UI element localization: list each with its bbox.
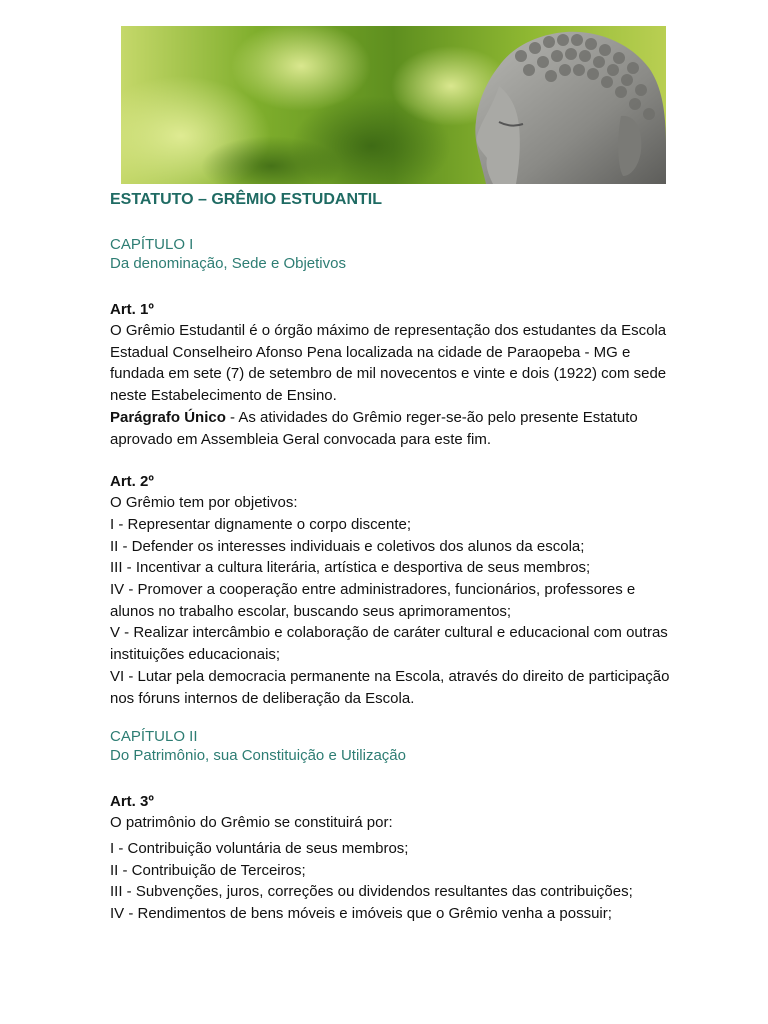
art-3-item: III - Subvenções, juros, correções ou dividendos resultantes das contribuições; <box>110 883 633 901</box>
chapter-1-subtitle: Da denominação, Sede e Objetivos <box>110 255 346 272</box>
document-title: ESTATUTO – GRÊMIO ESTUDANTIL <box>110 191 383 208</box>
art-2-item: II - Defender os interesses individuais e coletivos dos alunos da escola; <box>110 537 585 555</box>
art-2-item: III - Incentivar a cultura literária, artística e desportiva de seus membros; <box>110 559 591 577</box>
buddha-statue-image <box>121 26 666 184</box>
document-body <box>110 190 670 925</box>
art-2-item: IV - Promover a cooperação entre administradores, funcionários, professores e alunos no trabalho escolar, buscando seus aprimoramentos; <box>110 581 636 620</box>
art-2-heading: Art. 2º <box>110 473 154 491</box>
art-1-heading: Art. 1º <box>110 301 154 318</box>
chapter-2-subtitle: Do Patrimônio, sua Constituição e Utilização <box>110 747 406 765</box>
art-3-heading: Art. 3º <box>110 793 154 811</box>
paragraph-text: - As atividades do Grêmio reger-se-ão pelo presente Estatuto aprovado em Assembleia Geral convocada para este fim. <box>110 408 638 448</box>
art-2-item: I - Representar dignamente o corpo discente; <box>110 515 412 533</box>
art-3-item: II - Contribuição de Terceiros; <box>110 861 306 879</box>
art-2-item: V - Realizar intercâmbio e colaboração de caráter cultural e educacional com outras instituições educacionais; <box>110 624 668 664</box>
banner-image <box>121 26 666 184</box>
art-3-intro: O patrimônio do Grêmio se constituirá por: <box>110 814 393 832</box>
chapter-2-number: CAPÍTULO II <box>110 728 198 746</box>
art-1-paragraph <box>110 407 670 450</box>
chapter-1-number: CAPÍTULO I <box>110 236 194 253</box>
art-1-text: O Grêmio Estudantil é o órgão máximo de representação dos estudantes da Escola Estadual Conselheiro Afonso Pena localizada na cidade de Paraopeba - MG e fundada em sete (7) de setembro de mil novecentos e vinte e dois (1922) com sede neste Estabelecimento de Ensino. <box>110 322 667 405</box>
art-2-intro: O Grêmio tem por objetivos: <box>110 494 298 512</box>
art-3-item: I - Contribuição voluntária de seus membros; <box>110 839 409 857</box>
art-3-item: IV - Rendimentos de bens móveis e imóveis que o Grêmio venha a possuir; <box>110 905 612 923</box>
paragraph-label: Parágrafo Único <box>110 408 226 426</box>
art-2-item: VI - Lutar pela democracia permanente na Escola, através do direito de participação nos fóruns internos de deliberação da Escola. <box>110 667 670 707</box>
